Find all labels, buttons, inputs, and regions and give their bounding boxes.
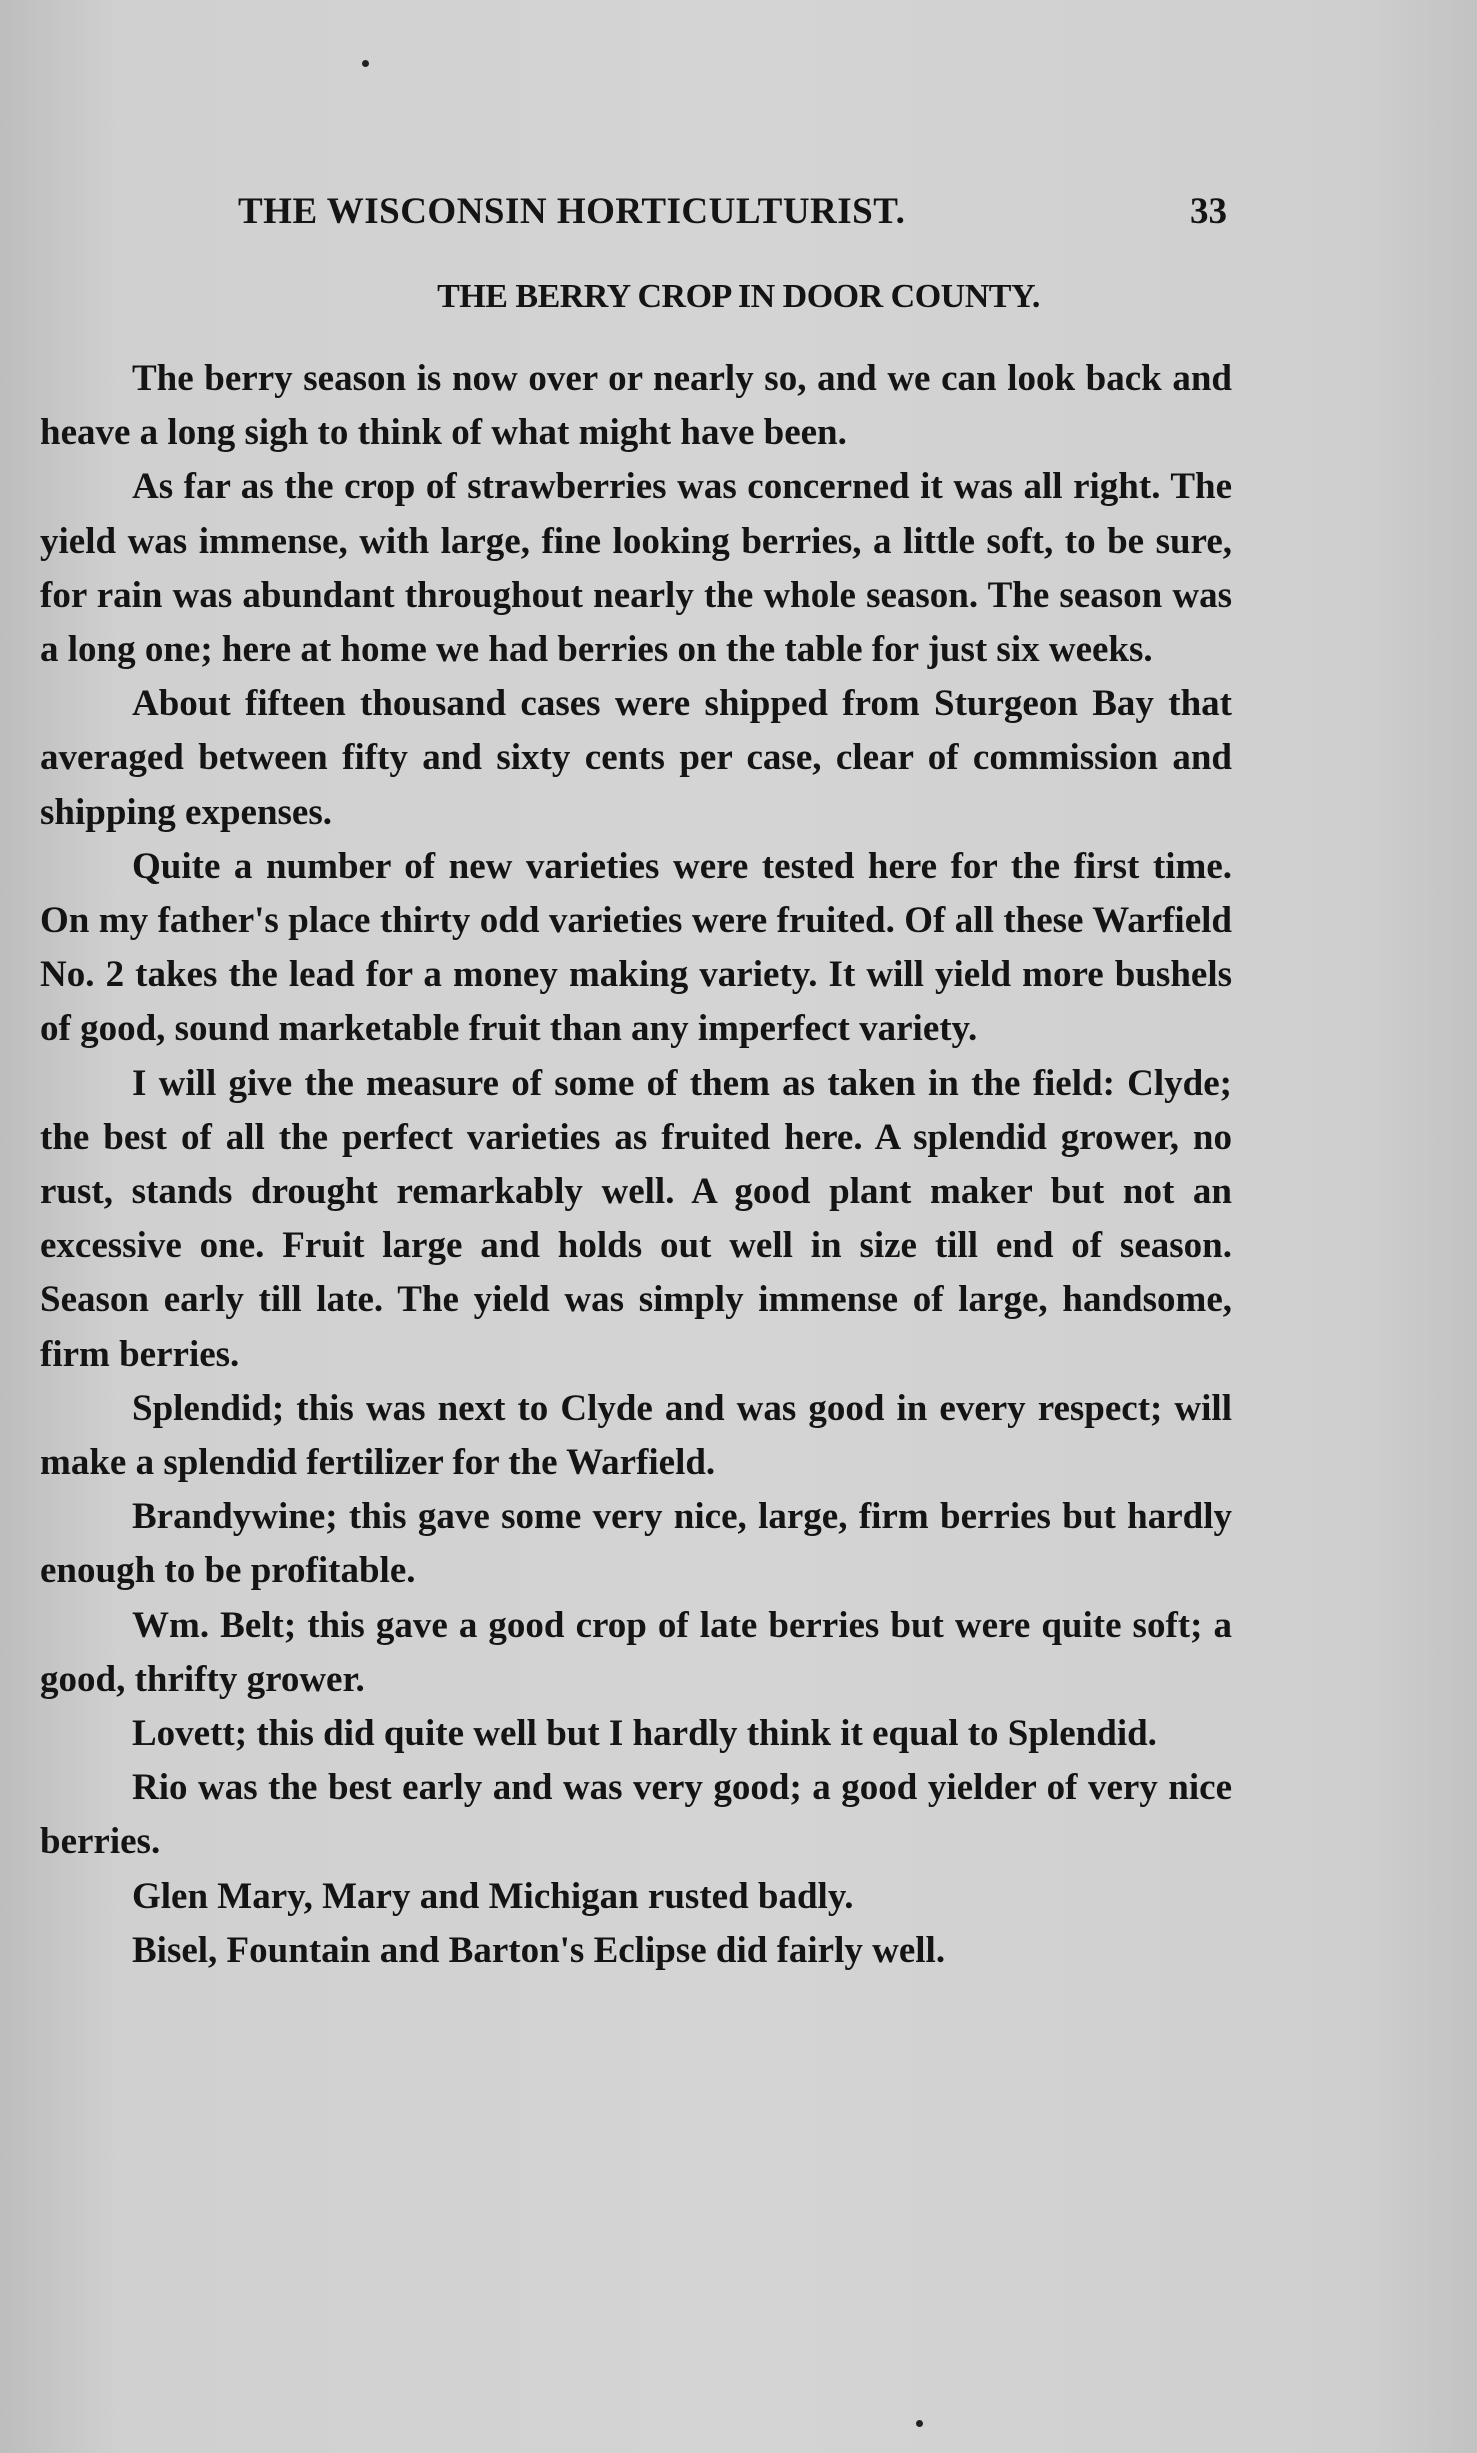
paragraph: The berry season is now over or nearly so, and we can look back and heave a long sigh to think of what might have been. [40,358,1232,454]
article-body [40,352,1232,1978]
paragraph: I will give the measure of some of them as taken in the field: Clyde; the best of all the perfect varieties as fruited here. A splendid grower, no rust, stands drought remarkably well. A good plant maker but not an excessive one. Fruit large and holds out well in size till end of season. Season early till late. The yield was simply immense of large, handsome, firm berries. [40,1062,1232,1375]
paragraph: Glen Mary, Mary and Michigan rusted badly. [132,1875,854,1917]
paragraph: Rio was the best early and was very good; a good yielder of very nice berries. [40,1767,1232,1863]
paragraph: Bisel, Fountain and Barton's Eclipse did fairly well. [132,1929,946,1971]
paragraph: Quite a number of new varieties were tested here for the first time. On my father's place thirty odd varieties were fruited. Of all these Warfield No. 2 takes the lead for a money making variety. It will yield more bushels of good, sound marketable fruit than any imperfect variety. [40,845,1232,1050]
paragraph: Brandywine; this gave some very nice, large, firm berries but hardly enough to be profitable. [40,1496,1232,1592]
paragraph: Wm. Belt; this gave a good crop of late berries but were quite soft; a good, thrifty grower. [40,1604,1232,1700]
paragraph: As far as the crop of strawberries was concerned it was all right. The yield was immense, with large, fine looking berries, a little soft, to be sure, for rain was abundant throughout nearly the whole season. The season was a long one; here at home we had berries on the table for just six weeks. [40,466,1232,671]
running-head-title: THE WISCONSIN HORTICULTURIST. [238,191,906,232]
paragraph: About fifteen thousand cases were shipped from Sturgeon Bay that averaged between fifty and sixty cents per case, clear of commission and shipping expenses. [40,683,1232,833]
paragraph: Lovett; this did quite well but I hardly think it equal to Splendid. [132,1713,1157,1755]
article-title: THE BERRY CROP IN DOOR COUNTY. [437,278,1040,315]
ink-speck [362,60,369,67]
paragraph: Splendid; this was next to Clyde and was good in every respect; will make a splendid fertilizer for the Warfield. [40,1387,1232,1484]
page-number: 33 [1190,191,1227,232]
ink-speck [916,2420,923,2427]
